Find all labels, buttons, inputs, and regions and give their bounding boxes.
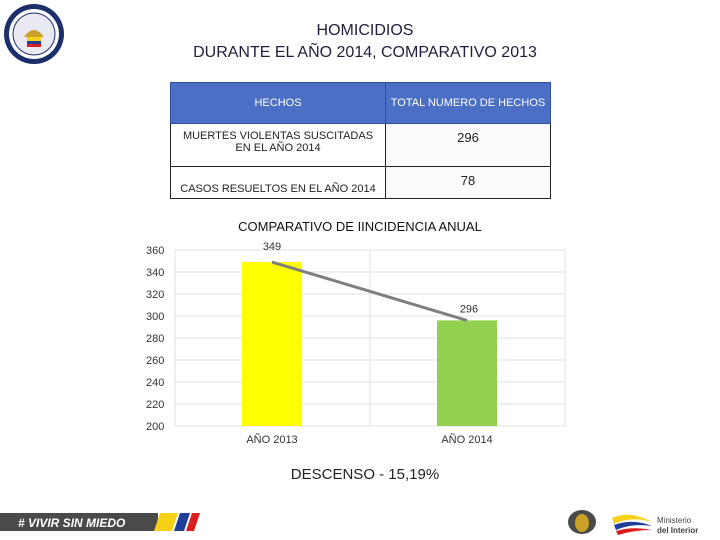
- police-emblem-logo: [3, 3, 65, 65]
- bar-chart: [0, 240, 720, 450]
- y-tick-label: 260: [146, 355, 165, 367]
- row-value: 78: [386, 166, 551, 198]
- x-tick-label: AÑO 2014: [441, 434, 493, 446]
- ministry-line2: del Interior: [657, 526, 699, 535]
- table-row: [171, 124, 551, 167]
- data-label: 296: [459, 303, 479, 316]
- row-label: CASOS RESUELTOS EN EL AÑO 2014: [171, 166, 386, 198]
- y-tick-label: 360: [146, 245, 165, 257]
- row-label: MUERTES VIOLENTAS SUSCITADAS EN EL AÑO 2014: [171, 124, 386, 167]
- bar: [437, 320, 497, 426]
- y-tick-label: 220: [146, 399, 165, 411]
- table-row: [171, 166, 551, 198]
- y-tick-label: 200: [146, 421, 165, 433]
- x-tick-label: AÑO 2013: [246, 434, 298, 446]
- bar: [242, 262, 302, 426]
- col-hechos-header: HECHOS: [171, 83, 386, 124]
- data-label: 349: [262, 241, 282, 254]
- descenso-text: DESCENSO - 15,19%: [290, 466, 440, 483]
- page-title-line1: HOMICIDIOS: [316, 22, 414, 39]
- y-tick-label: 240: [146, 377, 165, 389]
- chart-title: COMPARATIVO DE IINCIDENCIA ANUAL: [238, 219, 482, 234]
- row-value: 296: [386, 124, 551, 167]
- ecuador-coat-of-arms-icon: [568, 510, 596, 534]
- footer-slogan: # VIVIR SIN MIEDO: [18, 516, 126, 530]
- y-tick-label: 300: [146, 311, 165, 323]
- y-tick-label: 320: [146, 289, 165, 301]
- summary-header-row: [171, 83, 551, 124]
- summary-table: [170, 82, 551, 199]
- y-tick-label: 340: [146, 267, 165, 279]
- ministry-line1: Ministerio: [657, 516, 692, 525]
- footer-band: [0, 508, 720, 540]
- col-total-header: TOTAL NUMERO DE HECHOS: [386, 83, 551, 124]
- page-title-line2: DURANTE EL AÑO 2014, COMPARATIVO 2013: [193, 44, 537, 61]
- y-tick-label: 280: [146, 333, 165, 345]
